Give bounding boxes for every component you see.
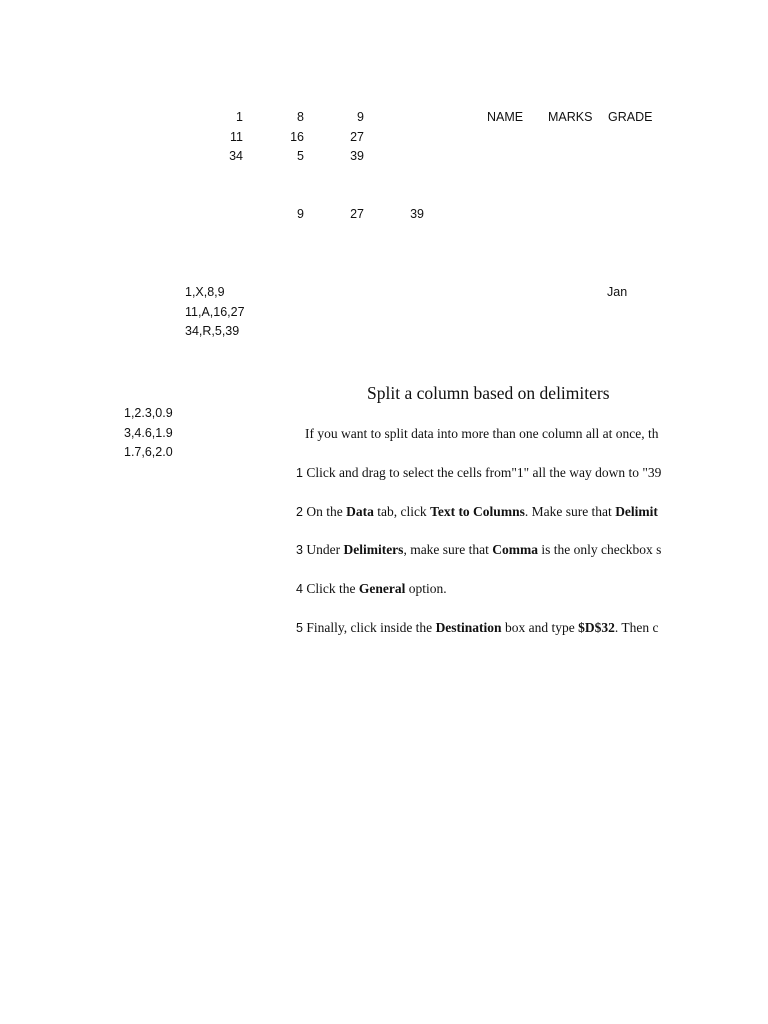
- instructions-block: [0, 420, 668, 640]
- step-2: [296, 503, 658, 521]
- grid-cell-r3-c1[interactable]: 34: [229, 149, 243, 163]
- sum-cell-2[interactable]: 27: [350, 207, 364, 221]
- grid-cell-r3-c2[interactable]: 5: [297, 149, 304, 163]
- step-3-delimiters: Delimiters: [343, 542, 404, 557]
- grid-cell-r1-c1[interactable]: 1: [236, 110, 243, 124]
- step-1-text: Click and drag to select the cells from"1" all the way down to "39: [306, 465, 662, 480]
- step-5-destination: Destination: [435, 620, 502, 635]
- decimal-data-cell-2[interactable]: 3,4.6,1.9: [124, 426, 173, 440]
- grid-cell-r1-c2[interactable]: 8: [297, 110, 304, 124]
- step-2-data-tab: Data: [346, 504, 374, 519]
- step-5-text-a: Finally, click inside the: [306, 620, 436, 635]
- step-2-text-c: . Make sure that: [524, 504, 616, 519]
- step-3-comma: Comma: [492, 542, 539, 557]
- header-grade[interactable]: GRADE: [608, 110, 653, 124]
- step-4-number: 4: [296, 582, 303, 596]
- step-3: [296, 541, 661, 559]
- step-4-text-a: Click the: [306, 581, 359, 596]
- step-1-number: 1: [296, 466, 303, 480]
- grid-cell-r2-c3[interactable]: 27: [350, 130, 364, 144]
- comma-data-cell-2[interactable]: 11,A,16,27: [185, 305, 245, 319]
- header-name[interactable]: NAME: [487, 110, 524, 124]
- step-3-text-c: is the only checkbox s: [538, 542, 662, 557]
- decimal-data-cell-1[interactable]: 1,2.3,0.9: [124, 406, 173, 420]
- step-2-text-b: tab, click: [373, 504, 431, 519]
- step-5-number: 5: [296, 621, 303, 635]
- grid-cell-r2-c2[interactable]: 16: [290, 130, 304, 144]
- step-4: [296, 580, 447, 598]
- sum-cell-1[interactable]: 9: [297, 207, 304, 221]
- month-cell[interactable]: Jan: [607, 285, 628, 299]
- comma-data-cell-3[interactable]: 34,R,5,39: [185, 324, 240, 338]
- step-4-general: General: [358, 581, 406, 596]
- step-4-text-b: option.: [405, 581, 447, 596]
- step-5-cell-ref: $D$32: [578, 620, 615, 635]
- step-5-text-c: . Then c: [614, 620, 659, 635]
- step-2-text-a: On the: [306, 504, 347, 519]
- step-3-number: 3: [296, 543, 303, 557]
- grid-cell-r3-c3[interactable]: 39: [350, 149, 364, 163]
- step-5: [296, 619, 658, 637]
- step-3-text-b: , make sure that: [403, 542, 493, 557]
- instructions-title: Split a column based on delimiters: [367, 383, 610, 403]
- instructions-intro: If you want to split data into more than one column all at once, th: [305, 426, 659, 441]
- grid-cell-r2-c1[interactable]: 11: [230, 130, 243, 144]
- step-2-number: 2: [296, 505, 303, 519]
- step-5-text-b: box and type: [501, 620, 579, 635]
- decimal-data-cell-3[interactable]: 1.7,6,2.0: [124, 445, 173, 459]
- header-marks[interactable]: MARKS: [548, 110, 593, 124]
- comma-data-cell-1[interactable]: 1,X,8,9: [185, 285, 225, 299]
- step-1: [296, 464, 661, 482]
- step-3-text-a: Under: [306, 542, 344, 557]
- step-2-delimited: Delimit: [615, 504, 658, 519]
- sum-cell-3[interactable]: 39: [410, 207, 424, 221]
- step-2-text-to-columns: Text to Columns: [430, 504, 525, 519]
- grid-cell-r1-c3[interactable]: 9: [357, 110, 364, 124]
